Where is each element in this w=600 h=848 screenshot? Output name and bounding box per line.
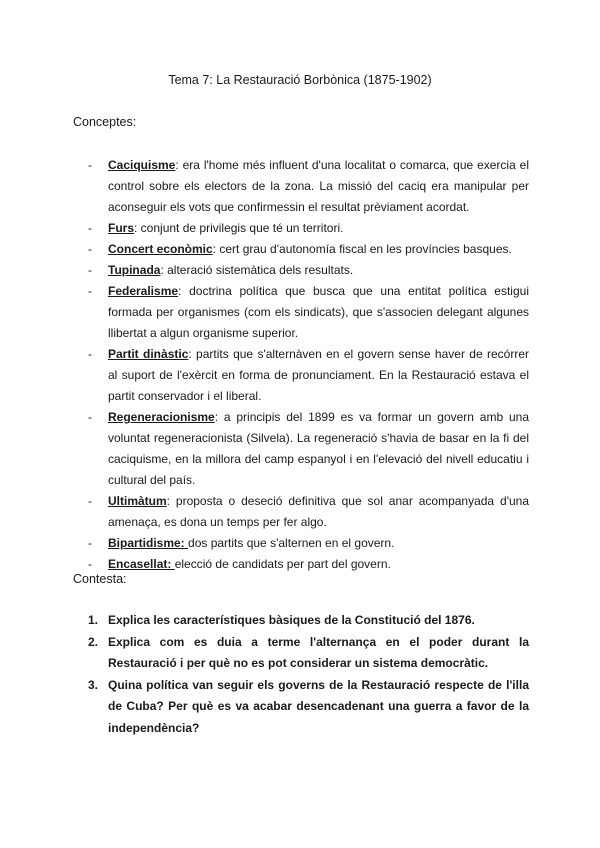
- concept-term: Federalisme: [108, 284, 179, 298]
- concept-definition: dos partits que s'alternen en el govern.: [188, 536, 395, 550]
- question-number: 1.: [88, 613, 99, 627]
- concept-item: - Caciquisme: era l'home més influent d'una localitat o comarca, que exercia el control sobre els electors de la zona. La missió del caciq era manipular per aconseguir els vots que confirmessin el resultat prèviament acordat.: [88, 158, 529, 214]
- question-item: [88, 675, 529, 740]
- concept-item: - Bipartidisme: dos partits que s'alternen en el govern.: [88, 536, 395, 550]
- concept-term: Bipartidisme:: [108, 536, 189, 550]
- concept-term: Concert econòmic: [108, 242, 213, 256]
- question-text: Quina política van seguir els governs de la Restauració respecte de l'illa de Cuba? Per què es va acabar desencadenant una guerra a favor de la independència?: [108, 677, 529, 735]
- concept-term: Ultimàtum: [108, 494, 167, 508]
- concept-definition: : proposta o deseció definitiva que sol anar acompanyada d'una amenaça, es dona un temps per fer algo.: [108, 494, 529, 529]
- question-text: Explica com es duia a terme l'alternança en el poder durant la Restauració i per què no es pot considerar un sistema democràtic.: [108, 634, 529, 670]
- concept-item: - Tupinada: alteració sistemàtica dels resultats.: [88, 263, 354, 277]
- concept-term: Partit dinàstic: [108, 347, 189, 361]
- question-list: [88, 610, 529, 739]
- concept-item: - Ultimàtum: proposta o deseció definitiva que sol anar acompanyada d'una amenaça, es dona un temps per fer algo.: [88, 494, 529, 529]
- concept-definition: elecció de candidats per part del govern.: [174, 557, 391, 571]
- concept-term: Furs: [108, 221, 135, 235]
- question-item: [88, 610, 529, 632]
- concepts-heading: Conceptes:: [73, 115, 137, 129]
- concept-definition: : cert grau d'autonomía fiscal en les províncies basques.: [212, 242, 512, 256]
- question-number: 2.: [88, 634, 99, 649]
- concept-item: - Regeneracionisme: a principis del 1899 es va formar un govern amb una voluntat regeneracionista (Silvela). La regeneració s'havia de basar en la fi del caciquisme, en la millora del camp espanyol i en l'elevació del nivell educatiu i cultural del país.: [88, 410, 529, 487]
- concept-list: [88, 155, 529, 575]
- question-number: 3.: [88, 677, 99, 692]
- concept-item: - Partit dinàstic: partits que s'alternàven en el govern sense haver de recórrer al suport de l'exèrcit en forma de pronunciament. En la Restauració estava el partit conservador i el liberal.: [88, 347, 529, 403]
- document-title: Tema 7: La Restauració Borbònica (1875-1902): [168, 73, 432, 87]
- answer-heading: Contesta:: [73, 572, 127, 586]
- concept-definition: : doctrina política que busca que una entitat política estigui formada per organismes (com els sindicats), que s'associen delegant algunes llibertat a algun organisme superior.: [108, 284, 529, 340]
- concept-item: - Furs: conjunt de privilegis que té un territori.: [88, 221, 344, 235]
- concept-definition: : partits que s'alternàven en el govern sense haver de recórrer al suport de l'exèrcit en forma de pronunciament. En la Restauració estava el partit conservador i el liberal.: [108, 347, 529, 403]
- concept-term: Tupinada: [108, 263, 161, 277]
- concept-term: Regeneracionisme: [108, 410, 215, 424]
- concept-item: - Concert econòmic: cert grau d'autonomía fiscal en les províncies basques.: [88, 242, 512, 256]
- concept-definition: : era l'home més influent d'una localitat o comarca, que exercia el control sobre els electors de la zona. La missió del caciq era manipular per aconseguir els vots que confirmessin el resultat prèviament acordat.: [108, 158, 529, 214]
- question-item: [88, 632, 529, 675]
- concept-term: Encasellat:: [108, 557, 175, 571]
- concept-definition: : conjunt de privilegis que té un territori.: [134, 221, 344, 235]
- concept-definition: : a principis del 1899 es va formar un govern amb una voluntat regeneracionista (Silvela). La regeneració s'havia de basar en la fi del caciquisme, en la millora del camp espanyol i en l'elevació del nivell educatiu i cultural del país.: [108, 410, 529, 487]
- concept-item: - Encasellat: elecció de candidats per part del govern.: [88, 557, 391, 571]
- question-text: Explica les característiques bàsiques de la Constitució del 1876.: [108, 613, 475, 627]
- concept-term: Caciquisme: [108, 158, 176, 172]
- concept-definition: : alteració sistemàtica dels resultats.: [160, 263, 354, 277]
- concept-item: - Federalisme: doctrina política que busca que una entitat política estigui formada per organismes (com els sindicats), que s'associen delegant algunes llibertat a algun organisme superior.: [88, 284, 529, 340]
